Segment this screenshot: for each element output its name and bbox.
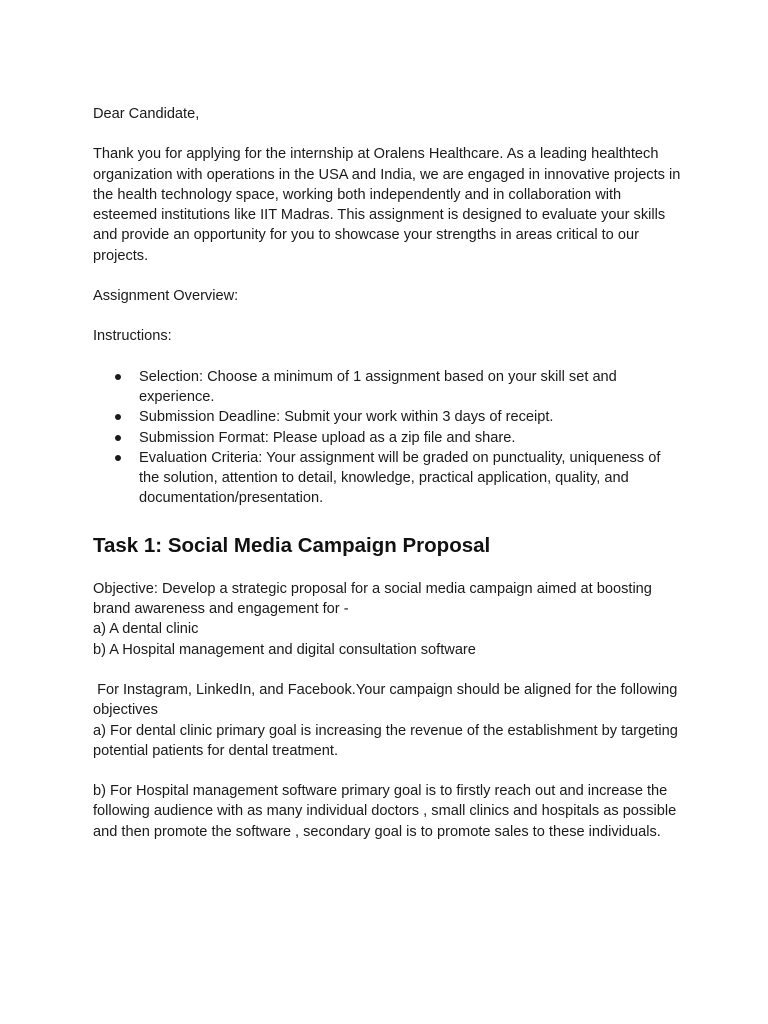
document-page: [93, 104, 683, 862]
option-a: a) A dental clinic: [93, 621, 199, 638]
task-platforms: [93, 680, 683, 761]
list-item: [93, 448, 683, 509]
task-title: Task 1: Social Media Campaign Proposal: [93, 533, 491, 557]
bullet-icon: [115, 414, 121, 420]
overview-heading: Assignment Overview:: [93, 288, 239, 305]
list-item: [93, 407, 683, 427]
list-item-text: Submission Format: Please upload as a zip file and share.: [139, 429, 516, 446]
list-item: [93, 367, 683, 408]
goal-b: b) For Hospital management software primary goal is to firstly reach out and increase the following audience with as many individual doctors , small clinics and hospitals as possible and then promote the software , secondary goal is to promote sales to these individuals.: [93, 783, 677, 840]
goal-a: a) For dental clinic primary goal is increasing the revenue of the establishment by targeting potential patients for dental treatment.: [93, 722, 678, 759]
list-item-text: Evaluation Criteria: Your assignment will be graded on punctuality, uniqueness of the solution, attention to detail, knowledge, practical application, quality, and documentation/presentation.: [139, 449, 661, 507]
option-b: b) A Hospital management and digital consultation software: [93, 641, 476, 658]
list-item-text: Selection: Choose a minimum of 1 assignment based on your skill set and experience.: [139, 368, 617, 405]
list-item-text: Submission Deadline: Submit your work within 3 days of receipt.: [139, 409, 554, 426]
platforms-text: For Instagram, LinkedIn, and Facebook.Your campaign should be aligned for the following objectives: [93, 681, 682, 719]
task-objective: [93, 579, 683, 660]
bullet-icon: [115, 374, 121, 380]
bullet-icon: [115, 435, 121, 441]
instructions-heading: Instructions:: [93, 328, 172, 345]
list-item: [93, 428, 683, 448]
greeting: Dear Candidate,: [93, 106, 200, 122]
intro-paragraph: Thank you for applying for the internship at Oralens Healthcare. As a leading healthtech organization with operations in the USA and India, we are engaged in innovative projects in the health technology space, working both independently and in collaboration with esteemed institutions like IIT Madras. This assignment is designed to evaluate your skills and provide an opportunity for you to showcase your strengths in areas critical to our projects.: [93, 146, 681, 264]
objective-text: Objective: Develop a strategic proposal for a social media campaign aimed at boosting brand awareness and engagement for -: [93, 580, 652, 618]
bullet-icon: [115, 455, 121, 461]
instructions-list: [93, 367, 683, 509]
